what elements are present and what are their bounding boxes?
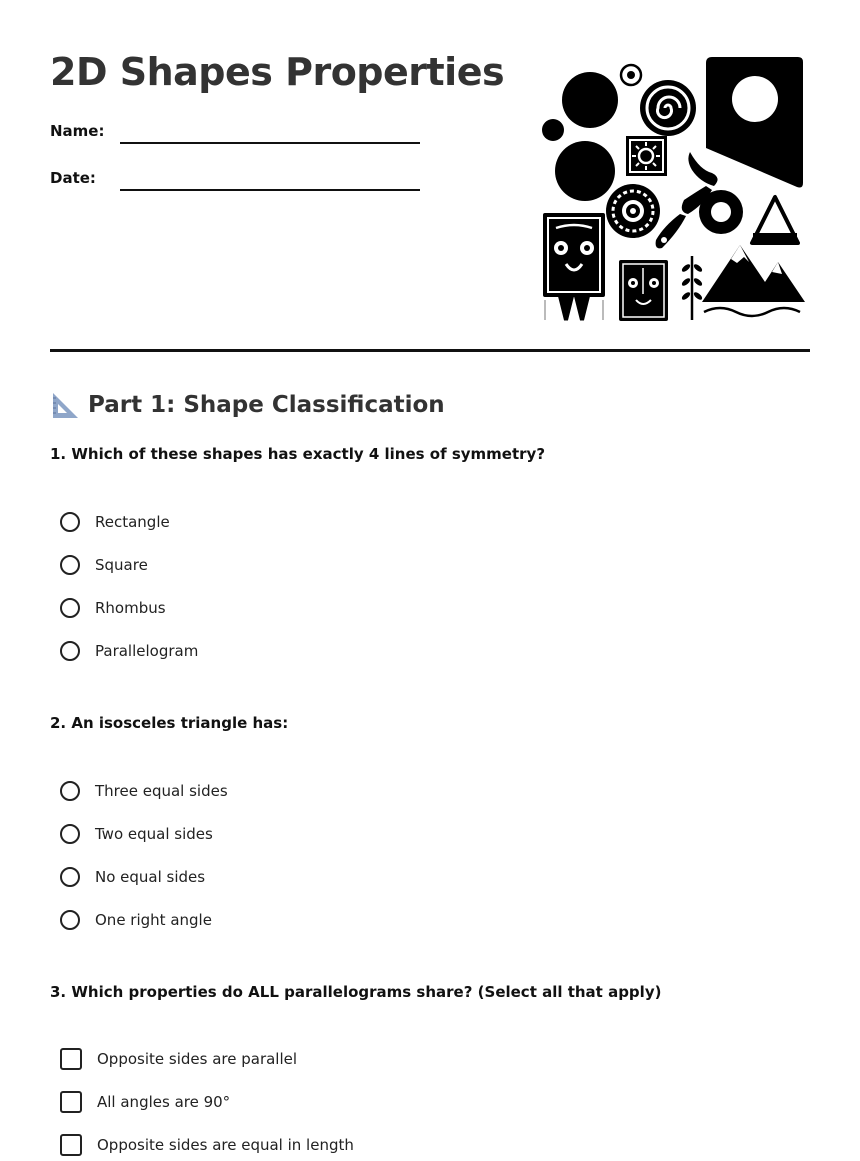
q3-option-opposite-sides-parallel[interactable] [60, 1046, 297, 1072]
option-label: Rectangle [95, 513, 170, 531]
radio-button[interactable] [60, 824, 80, 844]
checkbox[interactable] [60, 1091, 82, 1113]
option-label: Two equal sides [95, 825, 213, 843]
checkbox[interactable] [60, 1134, 82, 1156]
page-title: 2D Shapes Properties [50, 50, 505, 94]
q3-option-all-angles-90[interactable] [60, 1089, 230, 1115]
question-2: 2. An isosceles triangle has: [50, 714, 289, 732]
radio-button[interactable] [60, 512, 80, 532]
section-title-part1 [50, 388, 445, 422]
date-input-line[interactable] [120, 189, 420, 191]
option-label: Three equal sides [95, 782, 228, 800]
option-label: Square [95, 556, 148, 574]
checkbox[interactable] [60, 1048, 82, 1070]
q3-option-opposite-sides-equal[interactable] [60, 1132, 354, 1158]
radio-button[interactable] [60, 555, 80, 575]
q1-option-rectangle[interactable] [60, 509, 170, 535]
date-label: Date: [50, 169, 96, 187]
radio-button[interactable] [60, 867, 80, 887]
option-label: No equal sides [95, 868, 206, 886]
option-label: Rhombus [95, 599, 166, 617]
name-input-line[interactable] [120, 142, 420, 144]
question-3: 3. Which properties do ALL parallelograms share? (Select all that apply) [50, 983, 662, 1001]
q1-option-rhombus[interactable] [60, 595, 166, 621]
set-square-ruler-icon [50, 390, 80, 420]
radio-button[interactable] [60, 781, 80, 801]
name-label: Name: [50, 122, 105, 140]
radio-button[interactable] [60, 598, 80, 618]
option-label: One right angle [95, 911, 212, 929]
option-label: All angles are 90° [97, 1093, 231, 1111]
question-1: 1. Which of these shapes has exactly 4 lines of symmetry? [50, 445, 546, 463]
header-divider [50, 349, 810, 352]
section-title-text: Part 1: Shape Classification [88, 392, 445, 418]
q2-option-one-right-angle[interactable] [60, 907, 212, 933]
q2-option-two-equal-sides[interactable] [60, 821, 213, 847]
q2-option-three-equal-sides[interactable] [60, 778, 228, 804]
option-label: Opposite sides are parallel [97, 1050, 298, 1068]
q1-option-parallelogram[interactable] [60, 638, 198, 664]
q2-option-no-equal-sides[interactable] [60, 864, 205, 890]
option-label: Opposite sides are equal in length [97, 1136, 354, 1154]
date-field [50, 163, 420, 191]
q1-option-square[interactable] [60, 552, 148, 578]
name-field [50, 116, 420, 144]
maori-pattern-shapes-illustration [540, 55, 808, 325]
radio-button[interactable] [60, 910, 80, 930]
option-label: Parallelogram [95, 642, 199, 660]
radio-button[interactable] [60, 641, 80, 661]
